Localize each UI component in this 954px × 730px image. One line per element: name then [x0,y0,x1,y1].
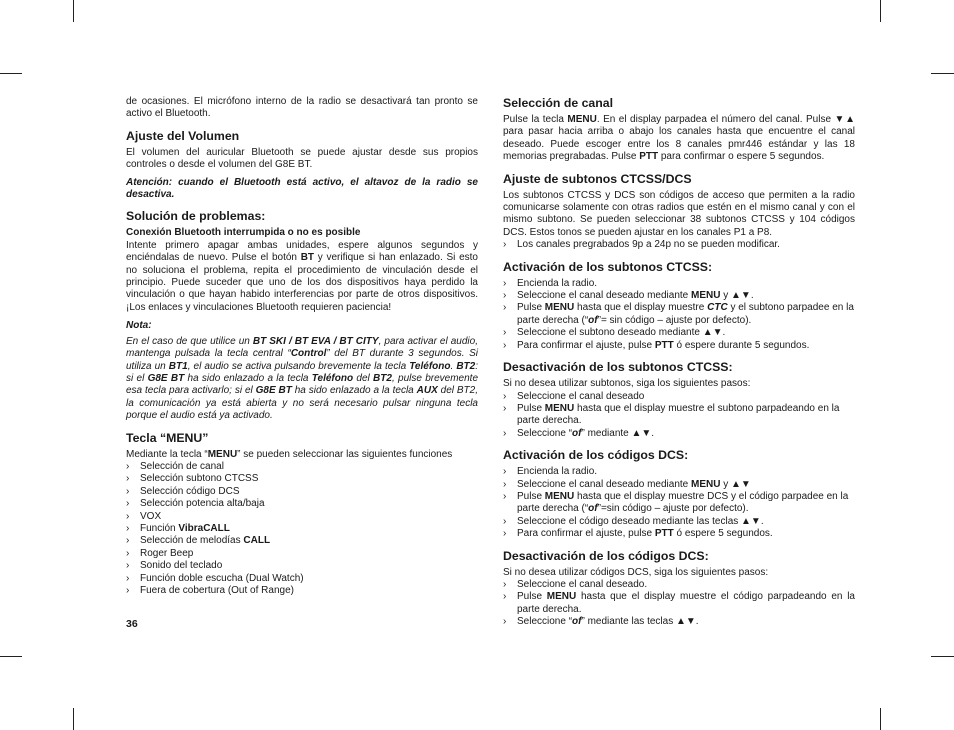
troubleshooting-subtitle: Conexión Bluetooth interrumpida o no es posible [126,227,361,239]
list-item: › Roger Beep [126,547,194,559]
dcs-deactivation-intro: Si no desea utilizar códigos DCS, siga los siguientes pasos: [503,566,769,578]
list-item: › Seleccione el canal deseado [503,390,645,402]
list-item: › Función doble escucha (Dual Watch) [126,572,304,584]
list-item: › Seleccione el canal deseado mediante MENU y ▲▼ [503,478,751,490]
list-item: › Seleccione el código deseado mediante las teclas ▲▼. [503,515,764,527]
volume-warning: Atención: cuando el Bluetooth está activo, el altavoz de la radio se desactiva. [126,176,478,201]
crop-mark [0,656,22,657]
ctcss-activation-list [503,278,855,352]
note-paragraph: En el caso de que utilice un BT SKI / BT EVA / BT CITY, para activar el audio, mantenga pulsada la tecla central “Control” del BT durante 3 segundos. Si utiliza un BT1, el audio se activa pulsando brevemente la tecla Teléfono. BT2: si el G8E BT ha sido enlazado a la tecla Teléfono del BT2, pulse brevemente esa tecla para activarlo; si el G8E BT ha sido enlazado a la tecla AUX del BT2, la comunicación ya está abierta y no será necesario pulsar ninguna tecla porque el audio está ya activado. [126,335,479,422]
list-item: › VOX [126,510,162,522]
list-item: › Selección potencia alta/baja [126,498,265,510]
section-title-ctcss-deactivation: Desactivación de los subtonos CTCSS: [503,360,733,375]
crop-mark [880,0,881,22]
ctcss-deactivation-list [503,391,855,441]
section-title-dcs-deactivation: Desactivación de los códigos DCS: [503,548,709,563]
list-item: › Seleccione el canal deseado mediante MENU y ▲▼. [503,290,754,302]
crop-mark [73,708,74,730]
list-item: › Pulse MENU hasta que el display muestre CTC y el subtono parpadee en la parte derecha (“of”= sin código – ajuste por defecto). [503,302,854,326]
subtones-list [503,239,855,251]
section-title-menu-key: Tecla “MENU” [126,430,209,445]
crop-mark [880,708,881,730]
section-title-ctcss-activation: Activación de los subtonos CTCSS: [503,259,713,274]
dcs-deactivation-list [503,579,855,629]
list-item: › Seleccione “of” mediante las teclas ▲▼. [503,616,699,628]
list-item: › Fuera de cobertura (Out of Range) [126,585,294,596]
crop-mark [0,73,22,74]
troubleshooting-paragraph: Intente primero apagar ambas unidades, espere algunos segundos y enciéndalas de nuevo. Pulse el botón BT y verifique si han enlazado. Si esto no soluciona el problema, repita el procedimiento de vinculación desde el principio. Puede suceder que uno de los dos dispositivos haya perdido la vinculación o que hayan habido interferencias por parte de otros dispositivos. ¡Los enlaces y vinculaciones Bluetooth requieren paciencia! [126,239,478,313]
list-item: › Función VibraCALL [126,522,230,534]
list-item: › Para confirmar el ajuste, pulse PTT ó espere durante 5 segundos. [503,339,810,351]
crop-mark [931,656,954,657]
list-item: › Los canales pregrabados 9p a 24p no se pueden modificar. [503,239,780,251]
section-title-subtones: Ajuste de subtonos CTCSS/DCS [503,171,692,186]
subtones-paragraph: Los subtonos CTCSS y DCS son códigos de acceso que permiten a la radio comunicarse solamente con otras radios que estén en el mismo canal y con el mismo subtono. Se pueden seleccionar 38 subtonos CTCSS y 104 códigos DCS. Estos tonos se pueden ajustar en los canales P1 a P8. [503,189,855,238]
menu-intro: Mediante la tecla “MENU” se pueden seleccionar las siguientes funciones [126,448,453,460]
volume-paragraph: El volumen del auricular Bluetooth se puede ajustar desde sus propios controles o desde el volumen del G8E BT. [126,146,478,171]
dcs-activation-list [503,466,855,540]
list-item: › Selección de canal [126,460,224,472]
list-item: › Encienda la radio. [503,466,598,478]
ctcss-deactivation-intro: Si no desea utilizar subtonos, siga los siguientes pasos: [503,378,751,390]
list-item: › Para confirmar el ajuste, pulse PTT ó espere 5 segundos. [503,528,773,540]
menu-function-list [126,461,478,597]
list-item: › Seleccione el subtono deseado mediante ▲▼. [503,327,726,339]
list-item: › Pulse MENU hasta que el display muestre el código parpadeando en la parte derecha. [503,591,855,615]
section-title-troubleshooting: Solución de problemas: [126,209,266,224]
section-title-channel: Selección de canal [503,96,614,110]
list-item: › Seleccione el canal deseado. [503,578,648,590]
list-item: › Selección de melodías CALL [126,535,271,547]
crop-mark [73,0,74,22]
section-title-dcs-activation: Activación de los códigos DCS: [503,448,689,463]
list-item: › Encienda la radio. [503,277,598,289]
list-item: › Sonido del teclado [126,560,223,572]
crop-mark [931,73,954,74]
list-item: › Pulse MENU hasta que el display muestre DCS y el código parpadee en la parte derecha (“of”=sin código – ajuste por defecto). [503,490,849,515]
channel-paragraph: Pulse la tecla MENU. En el display parpadea el número del canal. Pulse ▼▲ para pasar hacia arriba o abajo los canales hasta que encuentre el canal deseado. Puede escoger entre los 8 canales pmr446 estándar y las 18 memorias pregrabadas. Pulse PTT para confirmar o espere 5 segundos. [503,114,855,163]
list-item: › Selección código DCS [126,485,240,497]
page-number: 36 [126,618,138,630]
note-label: Nota: [126,320,152,332]
list-item: › Pulse MENU hasta que el display muestre el subtono parpadeando en la parte derecha. [503,402,840,427]
section-title-volume: Ajuste del Volumen [126,128,240,143]
intro-paragraph: de ocasiones. El micrófono interno de la radio se desactivará tan pronto se activo el Bluetooth. [126,96,478,120]
right-column [503,96,855,629]
list-item: › Selección subtono CTCSS [126,473,259,485]
list-item: › Seleccione “of” mediante ▲▼. [503,427,655,439]
left-column [126,96,478,597]
